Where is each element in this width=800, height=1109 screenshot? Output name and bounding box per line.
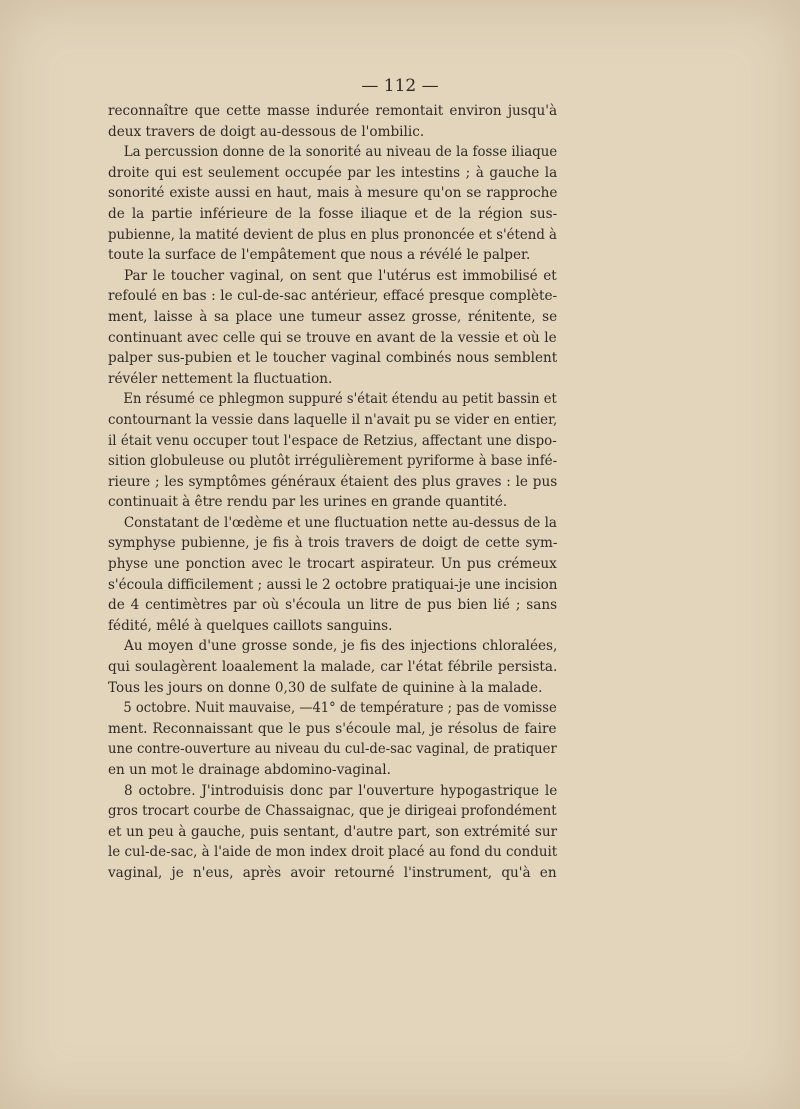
- text-line: en un mot le drainage abdomino-vaginal.: [108, 762, 391, 778]
- text-line: Par le toucher vaginal, on sent que l'utérus est immobilisé et: [124, 267, 557, 284]
- text-line: Au moyen d'une grosse sonde, je fis des injections chloralées,: [124, 638, 558, 655]
- text-line: En résumé ce phlegmon suppuré s'était étendu au petit bassin et: [123, 391, 557, 408]
- text-line: il était venu occuper tout l'espace de Retzius, affectant une dispo-: [108, 432, 557, 449]
- text-line: symphyse pubienne, je fis à trois travers de doigt de cette sym-: [108, 535, 558, 552]
- text-line: Constatant de l'œdème et une fluctuation nette au-dessus de la: [123, 514, 557, 531]
- text-line: contournant la vessie dans laquelle il n'avait pu se vider en entier,: [108, 411, 558, 428]
- text-line: 8 octobre. J'introduisis donc par l'ouverture hypogastrique le: [124, 782, 558, 799]
- text-line: reconnaître que cette masse indurée remontait environ jusqu'à: [108, 103, 558, 119]
- text-line: pubienne, la matité devient de plus en plus prononcée et s'étend à: [108, 226, 557, 243]
- text-line: La percussion donne de la sonorité au niveau de la fosse iliaque: [123, 144, 558, 161]
- text-line: ment, laisse à sa place une tumeur assez grosse, rénitente, se: [108, 308, 558, 325]
- text-line: une contre-ouverture au niveau du cul-de-sac vaginal, de pratiquer: [108, 741, 557, 758]
- text-line: Tous les jours on donne 0,30 de sulfate de quinine à la malade.: [108, 679, 543, 696]
- text-line: qui soulagèrent loaalement la malade, car l'état fébrile persista.: [108, 659, 558, 676]
- text-line: s'écoula difficilement ; aussi le 2 octobre pratiquai-je une incision: [108, 576, 558, 593]
- text-line: fédité, mêlé à quelques caillots sanguins.: [108, 617, 393, 634]
- text-line: vaginal, je n'eus, après avoir retourné l'instrument, qu'à en: [108, 864, 557, 881]
- text-line: physe une ponction avec le trocart aspirateur. Un pus crémeux: [108, 556, 557, 573]
- text-line: deux travers de doigt au-dessous de l'ombilic.: [108, 123, 425, 140]
- text-line: de 4 centimètres par où s'écoula un litre de pus bien lié ; sans: [108, 597, 558, 614]
- text-line: refoulé en bas : le cul-de-sac antérieur, effacé presque complète-: [108, 288, 558, 305]
- body-text: [108, 101, 557, 884]
- text-line: sition globuleuse ou plutôt irrégulièrement pyriforme à base infé-: [108, 453, 558, 470]
- text-line: 5 octobre. Nuit mauvaise, —41° de température ; pas de vomisse: [123, 700, 557, 717]
- text-line: le cul-de-sac, à l'aide de mon index droit placé au fond du conduit: [108, 844, 558, 861]
- text-line: révéler nettement la fluctuation.: [108, 370, 333, 387]
- text-line: gros trocart courbe de Chassaignac, que je dirigeai profondément: [108, 803, 557, 820]
- text-line: toute la surface de l'empâtement que nous a révélé le palper.: [108, 247, 531, 264]
- text-line: palper sus-pubien et le toucher vaginal combinés nous semblent: [108, 350, 558, 367]
- text-line: droite qui est seulement occupée par les intestins ; à gauche la: [108, 164, 558, 181]
- text-line: continuant avec celle qui se trouve en avant de la vessie et où le: [108, 329, 557, 346]
- text-line: de la partie inférieure de la fosse iliaque et de la région sus-: [108, 205, 558, 222]
- text-line: sonorité existe aussi en haut, mais à mesure qu'on se rapproche: [108, 185, 558, 202]
- text-line: ment. Reconnaissant que le pus s'écoule mal, je résolus de faire: [108, 720, 557, 737]
- page-number: — 112 —: [361, 76, 439, 96]
- text-line: rieure ; les symptômes généraux étaient des plus graves : le pus: [108, 473, 558, 490]
- text-line: continuait à être rendu par les urines en grande quantité.: [108, 494, 508, 511]
- text-line: et un peu à gauche, puis sentant, d'autre part, son extrémité sur: [108, 823, 558, 840]
